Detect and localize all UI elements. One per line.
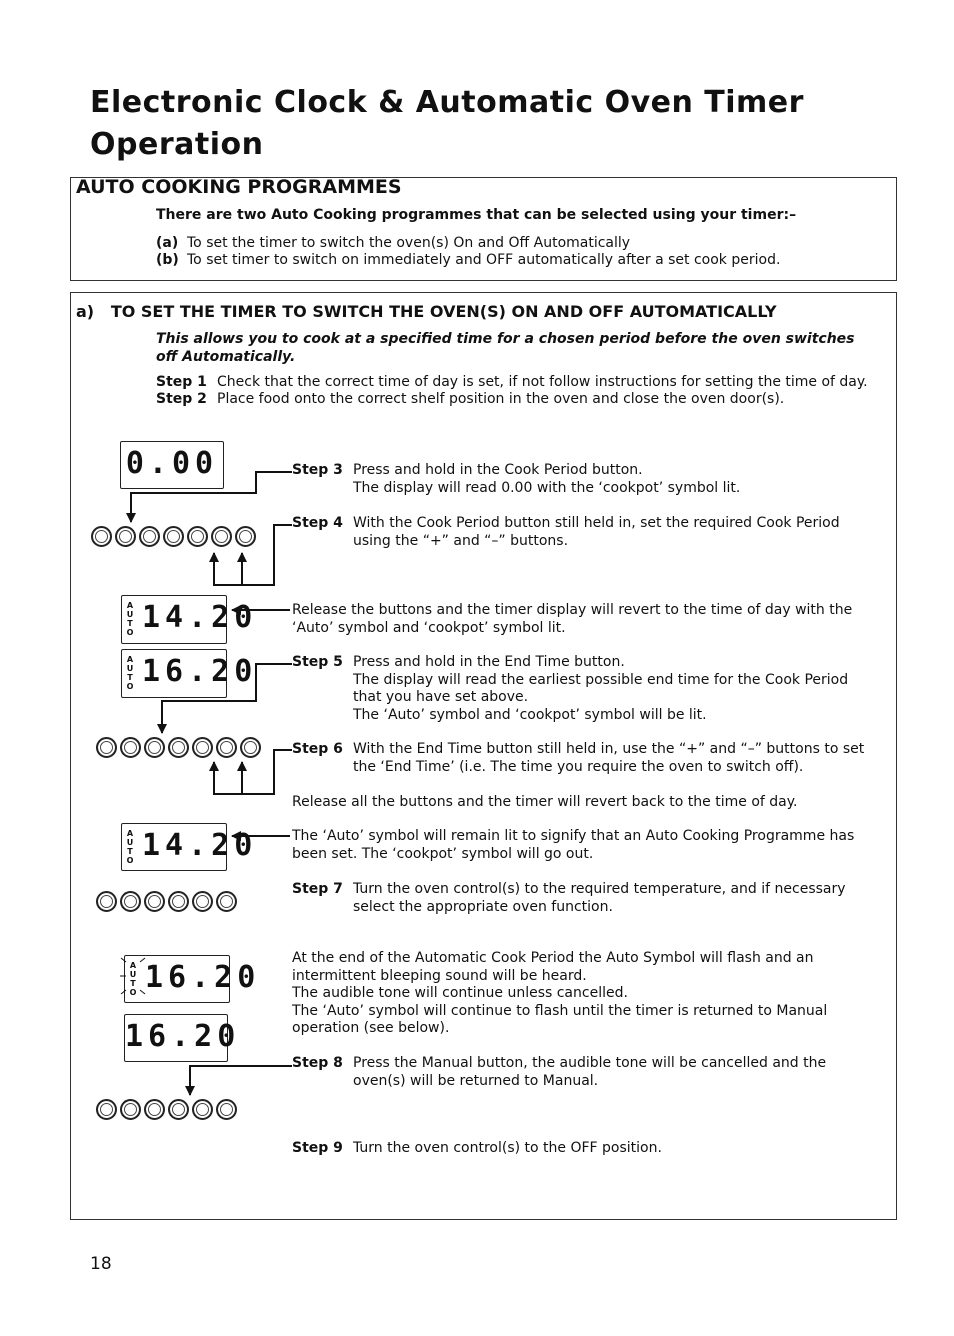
option-text: To set the timer to switch the oven(s) On and Off Automatically (187, 235, 631, 251)
step-text-line: The ‘Auto’ symbol and ‘cookpot’ symbol will be lit. (353, 706, 707, 723)
display-value: 14.20 (142, 828, 258, 863)
step-label: Step 7 (292, 881, 343, 897)
step-text-line: Press and hold in the End Time button. (353, 654, 625, 670)
auto-symbol-icon: A U T O (126, 601, 134, 637)
auto-symbol-icon: A U T O (126, 829, 134, 865)
release-buttons-text: Release the buttons and the timer display will revert to the time of day with the ‘Auto’ symbol and ‘cookpot’ symbol lit. (292, 602, 853, 636)
display-value: 16.20 (142, 654, 258, 689)
connector-step-6 (214, 750, 292, 794)
section-heading: AUTO COOKING PROGRAMMES (76, 176, 402, 198)
end-cook-line: The audible tone will continue unless cancelled. (292, 985, 628, 1001)
step-label: Step 2 (156, 391, 207, 407)
step-text: Check that the correct time of day is set, if not follow instructions for setting the time of day. (217, 374, 868, 390)
connector-step-8 (190, 1066, 292, 1095)
display-value: 14.20 (142, 600, 258, 635)
step-label: Step 3 (292, 462, 343, 478)
step-text-line: The display will read the earliest possible end time for the Cook Period that you have set above. (353, 671, 849, 705)
step-label: Step 4 (292, 515, 343, 531)
step-text: With the Cook Period button still held in, set the required Cook Period using the “+” and “–” buttons. (353, 515, 840, 549)
connector-step-3 (131, 472, 292, 522)
section-a-heading: a) TO SET THE TIMER TO SWITCH THE OVEN(S) ON AND OFF AUTOMATICALLY (76, 302, 777, 321)
end-cook-line: At the end of the Automatic Cook Period the Auto Symbol will flash and an intermittent bleeping sound will be heard. (292, 950, 814, 984)
step-label: Step 8 (292, 1055, 343, 1071)
step-text-line: The display will read 0.00 with the ‘cookpot’ symbol lit. (353, 479, 741, 496)
step-text: Turn the oven control(s) to the OFF position. (353, 1140, 662, 1156)
auto-symbol-icon: A U T O (126, 655, 134, 691)
step-label: Step 9 (292, 1140, 343, 1156)
step-text: Place food onto the correct shelf position in the oven and close the oven door(s). (217, 391, 785, 407)
section-intro: There are two Auto Cooking programmes that can be selected using your timer:– (156, 207, 797, 223)
end-cook-line: The ‘Auto’ symbol will continue to flash until the timer is returned to Manual operation (see below). (292, 1002, 828, 1036)
display-value: 16.20 (125, 1019, 241, 1054)
step-label: Step 6 (292, 741, 343, 757)
page-number: 18 (90, 1254, 112, 1274)
option-label: (b) (156, 252, 179, 268)
section-a-intro: This allows you to cook at a specified time for a chosen period before the oven switches off Automatically. (156, 331, 855, 365)
step-label: Step 5 (292, 654, 343, 670)
step-text: Turn the oven control(s) to the required temperature, and if necessary select the appropriate oven function. (353, 881, 846, 915)
option-text: To set timer to switch on immediately and OFF automatically after a set cook period. (187, 252, 781, 268)
display-value: 0.00 (125, 446, 219, 481)
auto-symbol-flashing-icon: A U T O (129, 961, 137, 997)
display-value: 16.20 (145, 960, 261, 995)
step-text: Press the Manual button, the audible tone will be cancelled and the oven(s) will be returned to Manual. (353, 1055, 827, 1089)
flash-lines (120, 958, 145, 994)
connector-step-5 (162, 664, 292, 733)
page-title: Electronic Clock & Automatic Oven Timer Operation (90, 85, 804, 162)
connector-step-4 (214, 525, 292, 585)
step-label: Step 1 (156, 374, 207, 390)
auto-symbol-text: The ‘Auto’ symbol will remain lit to signify that an Auto Cooking Programme has been set. The ‘cookpot’ symbol will go out. (292, 828, 855, 862)
option-label: (a) (156, 235, 179, 251)
step-text-line: Press and hold in the Cook Period button. (353, 462, 643, 478)
step-text: With the End Time button still held in, use the “+” and “–” buttons to set the ‘End Time’ (i.e. The time you require the oven to switch off). (353, 741, 865, 775)
release-all-text: Release all the buttons and the timer will revert back to the time of day. (292, 794, 798, 810)
